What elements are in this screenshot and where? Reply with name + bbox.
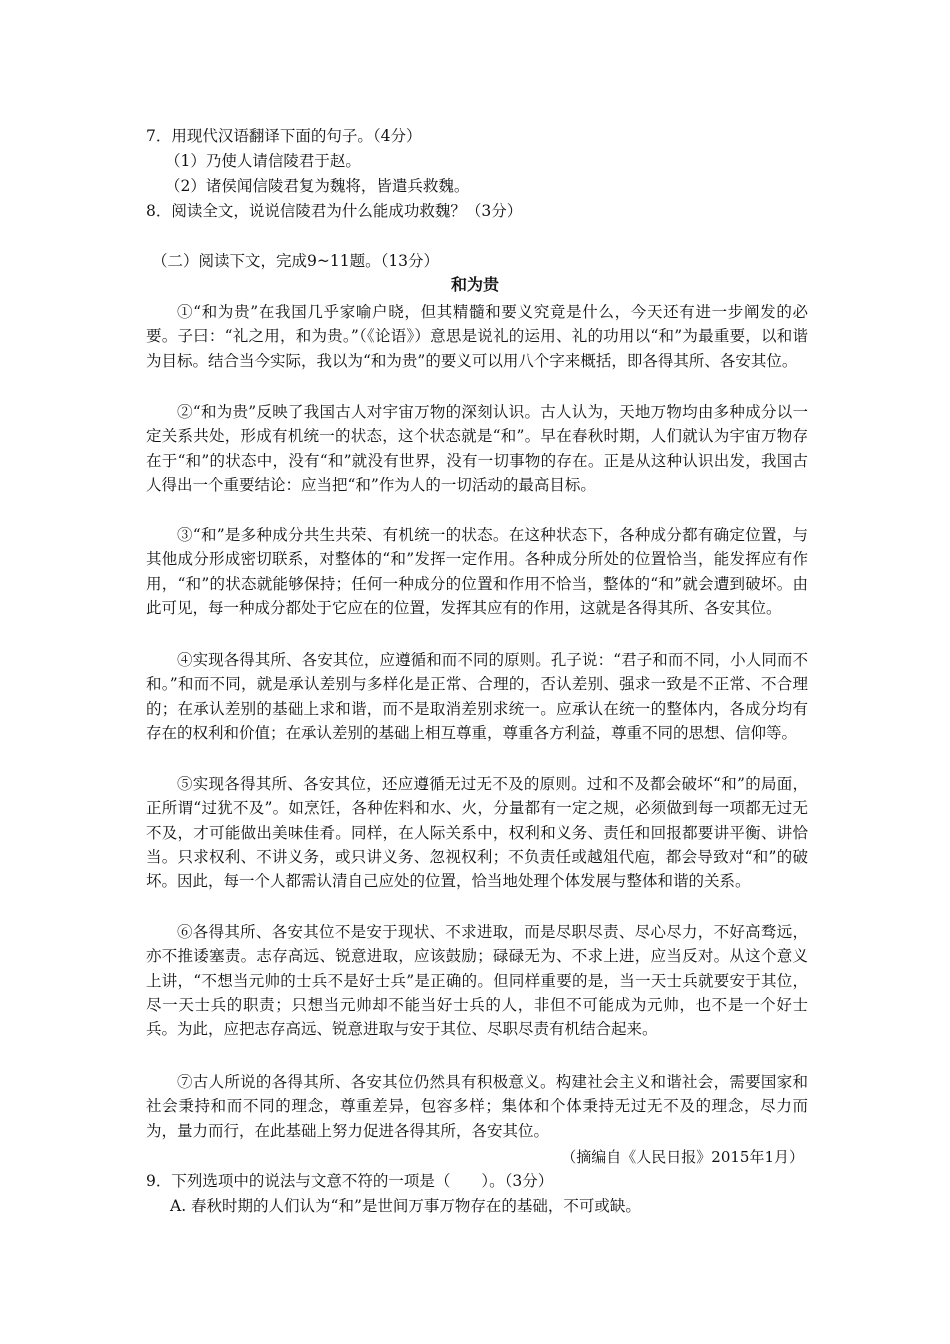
paragraph-7: ⑦古人所说的各得其所、各安其位仍然具有积极意义。构建社会主义和谐社会，需要国家和社会秉持和而不同的理念，尊重差异，包容多样；集体和个体秉持无过无不及的理念，尽力而为，量力而行，在此基础上努力促进各得其所，各安其位。 xyxy=(146,1073,808,1140)
question-7-item-1: （1）乃使人请信陵君于赵。 xyxy=(165,152,361,170)
paragraph-3: ③“和”是多种成分共生共荣、有机统一的状态。在这种状态下，各种成分都有确定位置，与其他成分形成密切联系，对整体的“和”发挥一定作用。各种成分所处的位置恰当，能发挥应有作用，“和”的状态就能够保持；任何一种成分的位置和作用不恰当，整体的“和”就会遭到破坏。由此可见，每一种成分都处于它应在的位置，发挥其应有的作用，这就是各得其所、各安其位。 xyxy=(146,526,808,617)
question-7-item-2: （2）诸侯闻信陵君复为魏将，皆遣兵救魏。 xyxy=(165,177,470,195)
question-7-stem: 7．用现代汉语翻译下面的句子。（4分） xyxy=(146,127,422,145)
article-source: （摘编自《人民日报》2015年1月） xyxy=(561,1148,804,1166)
article-title: 和为贵 xyxy=(450,275,499,294)
question-9-option-a: A. 春秋时期的人们认为“和”是世间万事万物存在的基础，不可或缺。 xyxy=(170,1197,641,1215)
question-8-stem: 8．阅读全文，说说信陵君为什么能成功救魏？（3分） xyxy=(146,202,523,220)
paragraph-4: ④实现各得其所、各安其位，应遵循和而不同的原则。孔子说：“君子和而不同，小人同而不和。”和而不同，就是承认差别与多样化是正常、合理的，否认差别、强求一致是不正常、不合理的；在承认差别的基础上求和谐，而不是取消差别求统一。应承认在统一的整体内，各成分均有存在的权利和价值；在承认差别的基础上相互尊重，尊重各方利益，尊重不同的思想、信仰等。 xyxy=(146,651,808,742)
paragraph-6: ⑥各得其所、各安其位不是安于现状、不求进取，而是尽职尽责、尽心尽力，不好高骛远，亦不推诿塞责。志存高远、锐意进取，应该鼓励；碌碌无为、不求上进，应当反对。从这个意义上讲，“不想当元帅的士兵不是好士兵”是正确的。但同样重要的是，当一天士兵就要安于其位，尽一天士兵的职责；只想当元帅却不能当好士兵的人，非但不可能成为元帅，也不是一个好士兵。为此，应把志存高远、锐意进取与安于其位、尽职尽责有机结合起来。 xyxy=(146,923,808,1039)
paragraph-1: ①“和为贵”在我国几乎家喻户晓，但其精髓和要义究竟是什么，今天还有进一步阐发的必要。子曰：“礼之用，和为贵。”（《论语》）意思是说礼的运用、礼的功用以“和”为最重要，以和谐为目标。结合当今实际，我以为“和为贵”的要义可以用八个字来概括，即各得其所、各安其位。 xyxy=(146,303,808,370)
paragraph-2: ②“和为贵”反映了我国古人对宇宙万物的深刻认识。古人认为，天地万物均由多种成分以一定关系共处，形成有机统一的状态，这个状态就是“和”。早在春秋时期，人们就认为宇宙万物存在于“和”的状态中，没有“和”就没有世界，没有一切事物的存在。正是从这种认识出发，我国古人得出一个重要结论：应当把“和”作为人的一切活动的最高目标。 xyxy=(146,403,808,494)
question-9-stem: 9．下列选项中的说法与文意不符的一项是（ ）。（3分） xyxy=(146,1172,554,1190)
paragraph-5: ⑤实现各得其所、各安其位，还应遵循无过无不及的原则。过和不及都会破坏“和”的局面，正所谓“过犹不及”。如烹饪，各种佐料和水、火，分量都有一定之规，必须做到每一项都无过无不及，才可能做出美味佳肴。同样，在人际关系中，权利和义务、责任和回报都要讲平衡、讲恰当。只求权利、不讲义务，或只讲义务、忽视权利；不负责任或越俎代庖，都会导致对“和”的破坏。因此，每一个人都需认清自己应处的位置，恰当地处理个体发展与整体和谐的关系。 xyxy=(146,775,808,891)
section-2-heading: （二）阅读下文，完成9~11题。（13分） xyxy=(152,252,440,270)
